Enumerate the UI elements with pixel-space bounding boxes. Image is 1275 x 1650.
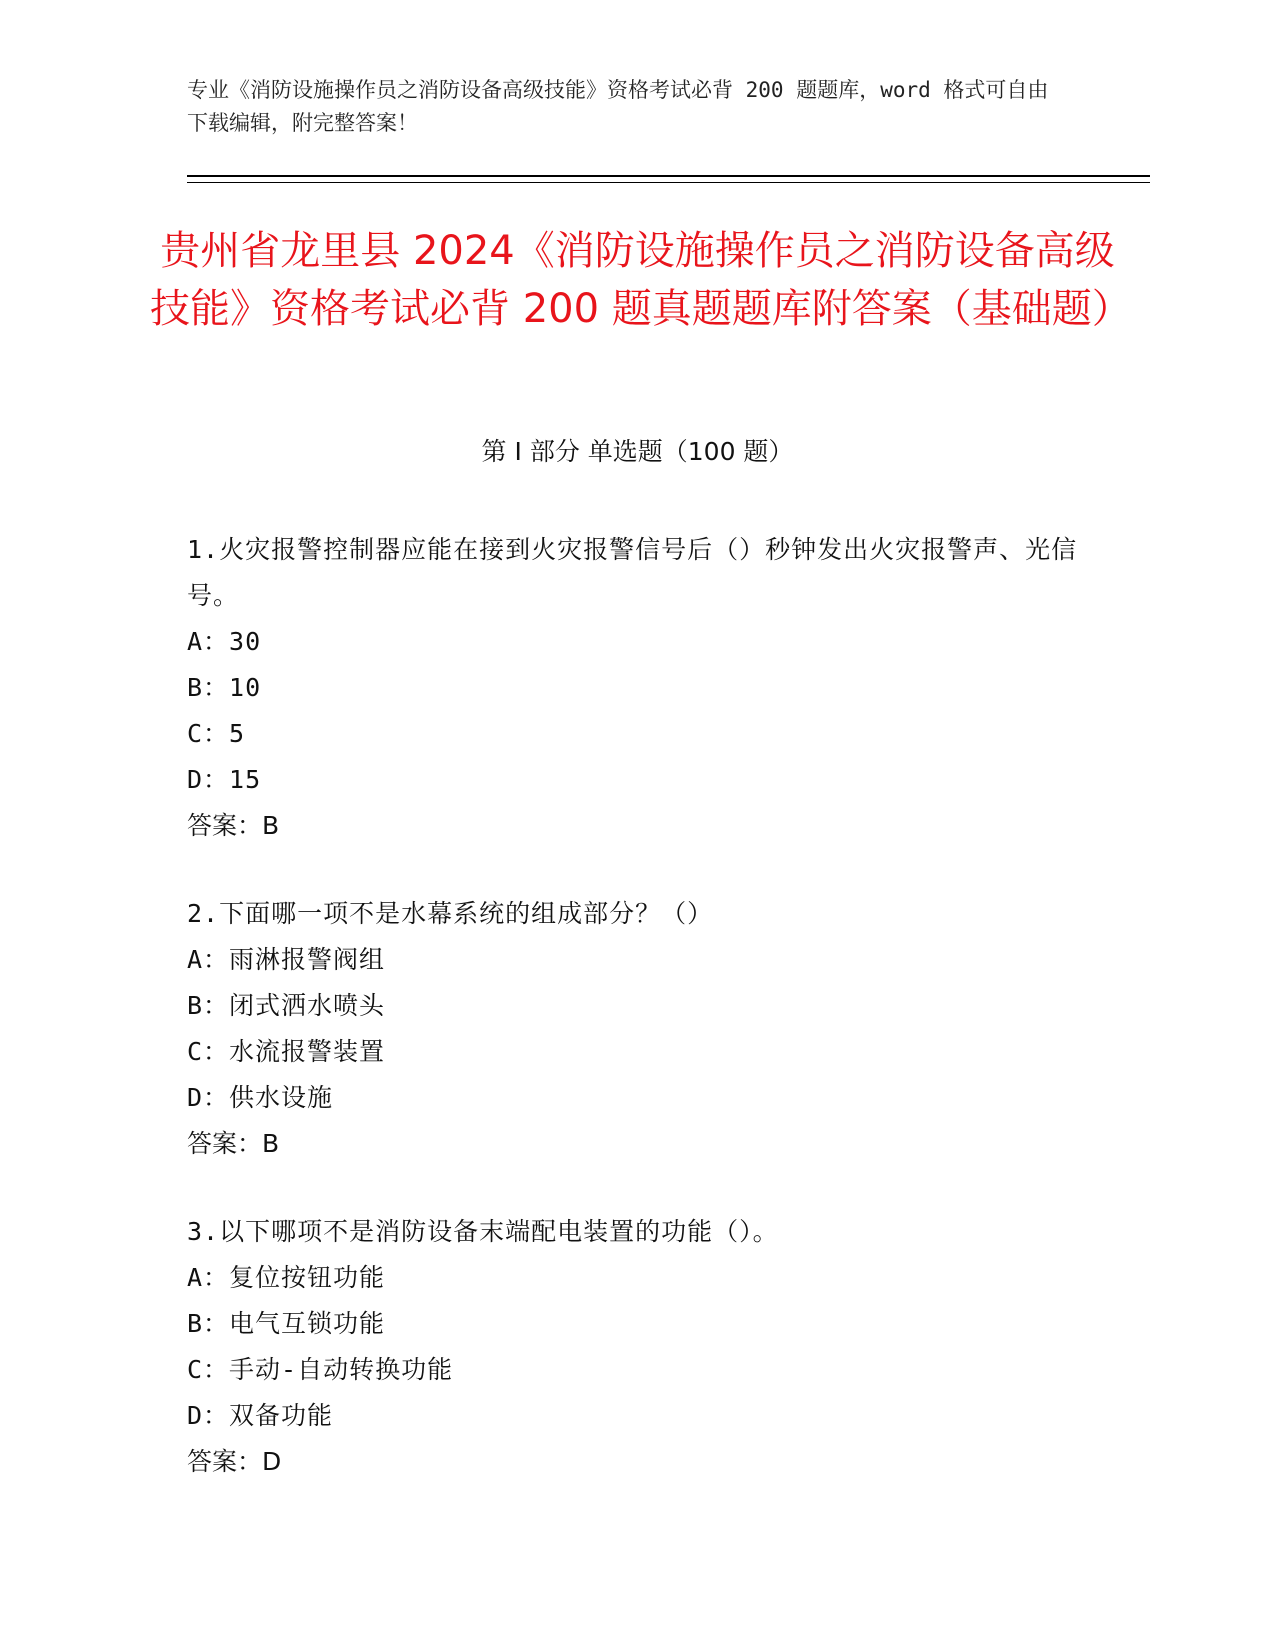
option-a: A：雨淋报警阀组 bbox=[187, 945, 386, 974]
question-2 bbox=[187, 891, 1087, 1167]
section-heading: 第 I 部分 单选题（100 题） bbox=[481, 437, 794, 466]
option-d: D：供水设施 bbox=[187, 1083, 334, 1112]
question-list bbox=[187, 527, 1087, 1527]
question-text: 3.以下哪项不是消防设备末端配电装置的功能（）。 bbox=[187, 1217, 779, 1246]
answer: 答案：B bbox=[187, 1129, 280, 1158]
option-a: A：30 bbox=[187, 627, 262, 656]
question-text: 1.火灾报警控制器应能在接到火灾报警信号后（）秒钟发出火灾报警声、光信号。 bbox=[187, 535, 1078, 610]
question-text: 2.下面哪一项不是水幕系统的组成部分？（） bbox=[187, 899, 714, 928]
document-title: 贵州省龙里县 2024《消防设施操作员之消防设备高级技能》资格考试必背 200 题真题题库附答案（基础题） bbox=[150, 228, 1132, 332]
option-a: A：复位按钮功能 bbox=[187, 1263, 386, 1292]
header-divider-thin bbox=[187, 182, 1150, 183]
answer: 答案：D bbox=[187, 1447, 282, 1476]
option-c: C：水流报警装置 bbox=[187, 1037, 386, 1066]
question-1 bbox=[187, 527, 1087, 849]
answer: 答案：B bbox=[187, 811, 280, 840]
option-b: B：闭式洒水喷头 bbox=[187, 991, 386, 1020]
option-d: D：双备功能 bbox=[187, 1401, 334, 1430]
option-c: C：手动-自动转换功能 bbox=[187, 1355, 454, 1384]
question-3 bbox=[187, 1209, 1087, 1485]
option-d: D：15 bbox=[187, 765, 262, 794]
header-divider-thick bbox=[187, 175, 1150, 177]
option-c: C：5 bbox=[187, 719, 246, 748]
header-note: 专业《消防设施操作员之消防设备高级技能》资格考试必背 200 题题库，word 格式可自由下载编辑，附完整答案！ bbox=[187, 78, 1049, 135]
option-b: B：10 bbox=[187, 673, 262, 702]
option-b: B：电气互锁功能 bbox=[187, 1309, 386, 1338]
